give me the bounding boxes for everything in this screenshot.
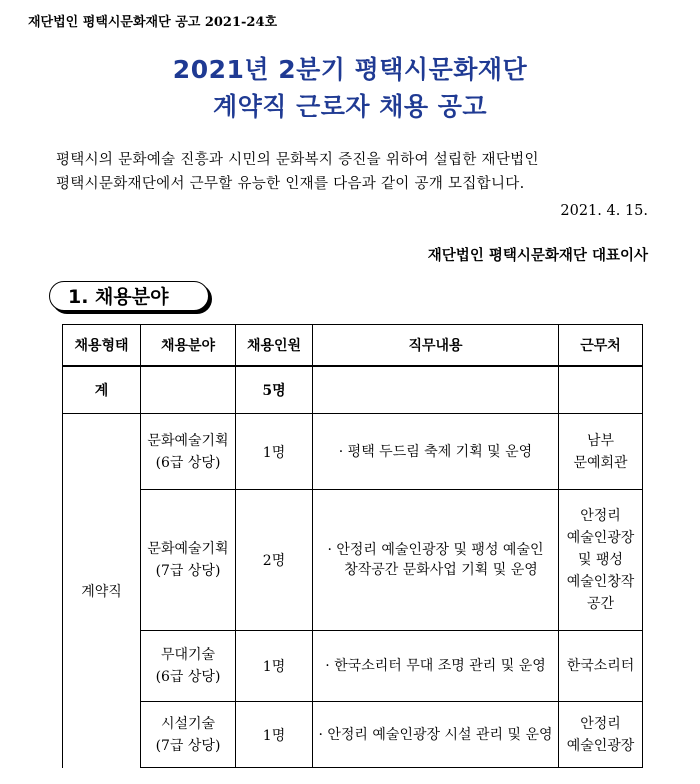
total-empty-cell xyxy=(559,366,643,414)
field-grade: (6급 상당) xyxy=(155,669,221,685)
field-cell xyxy=(141,414,236,490)
headcount-cell: 1명 xyxy=(236,414,313,490)
duty-line: · 안정리 예술인광장 및 팽성 예술인 xyxy=(327,542,544,558)
section-heading-recruitment-fields: 1. 채용분야 xyxy=(49,281,209,311)
total-row xyxy=(63,366,643,414)
duty-line: · 안정리 예술인광장 시설 관리 및 운영 xyxy=(318,726,553,743)
employment-type: 계약직 xyxy=(81,583,122,600)
table-row xyxy=(63,631,643,702)
duty-line: 창작공간 문화사업 기획 및 운영 xyxy=(344,562,538,578)
table-header-row xyxy=(63,325,643,367)
duty-cell xyxy=(313,702,559,768)
duty-line: · 한국소리터 무대 조명 관리 및 운영 xyxy=(325,658,546,674)
field-cell xyxy=(141,631,236,702)
intro-line1: 평택시의 문화예술 진흥과 시민의 문화복지 증진을 위하여 설립한 재단법인 xyxy=(56,152,539,168)
employment-type-cell xyxy=(63,414,141,768)
workplace-cell xyxy=(559,631,643,702)
headcount-cell: 2명 xyxy=(236,490,313,631)
duty-cell xyxy=(313,490,559,631)
header-headcount: 채용인원 xyxy=(236,325,313,367)
total-empty-cell xyxy=(141,366,236,414)
header-employment-type: 채용형태 xyxy=(63,325,141,367)
table-row xyxy=(63,414,643,490)
total-count: 5명 xyxy=(236,366,313,414)
workplace-cell xyxy=(559,702,643,768)
workplace-line: 남부 xyxy=(586,432,615,449)
duty-cell xyxy=(313,414,559,490)
table-row xyxy=(63,702,643,768)
duty-line: · 평택 두드림 축제 기획 및 운영 xyxy=(338,443,533,460)
workplace-line: 및 팽성 xyxy=(577,552,624,568)
field-name: 무대기술 xyxy=(160,647,216,663)
issuer: 재단법인 평택시문화재단 대표이사 xyxy=(427,247,648,264)
page-title-line2: 계약직 근로자 채용 공고 xyxy=(212,92,488,121)
header-field: 채용분야 xyxy=(141,325,236,367)
headcount-cell: 1명 xyxy=(236,631,313,702)
table-row xyxy=(63,490,643,631)
total-label: 계 xyxy=(63,366,141,414)
workplace-line: 문예회관 xyxy=(573,454,628,471)
field-grade: (7급 상당) xyxy=(155,563,221,579)
workplace-cell xyxy=(559,490,643,631)
page-title-line1: 2021년 2분기 평택시문화재단 xyxy=(172,55,528,84)
field-name: 시설기술 xyxy=(160,715,216,732)
header-duties: 직무내용 xyxy=(313,325,559,367)
announcement-date: 2021. 4. 15. xyxy=(560,203,648,219)
field-grade: (7급 상당) xyxy=(155,737,221,754)
workplace-line: 예술인광장 xyxy=(566,530,635,546)
intro-line2: 평택시문화재단에서 근무할 유능한 인재를 다음과 같이 공개 모집합니다. xyxy=(56,176,525,192)
workplace-line: 예술인창작 xyxy=(566,574,635,590)
workplace-line: 안정리 xyxy=(580,715,621,732)
workplace-line: 안정리 xyxy=(580,508,621,524)
header-workplace: 근무처 xyxy=(559,325,643,367)
field-cell xyxy=(141,490,236,631)
field-name: 문화예술기획 xyxy=(147,432,229,449)
headcount-cell: 1명 xyxy=(236,702,313,768)
notice-number: 재단법인 평택시문화재단 공고 2021-24호 xyxy=(28,15,278,30)
field-grade: (6급 상당) xyxy=(155,454,221,471)
workplace-line: 공간 xyxy=(586,596,615,612)
workplace-cell xyxy=(559,414,643,490)
field-cell xyxy=(141,702,236,768)
recruitment-table xyxy=(62,324,643,768)
workplace-line: 예술인광장 xyxy=(566,737,635,754)
total-empty-cell xyxy=(313,366,559,414)
workplace-line: 한국소리터 xyxy=(566,658,635,674)
duty-cell xyxy=(313,631,559,702)
field-name: 문화예술기획 xyxy=(147,541,229,557)
